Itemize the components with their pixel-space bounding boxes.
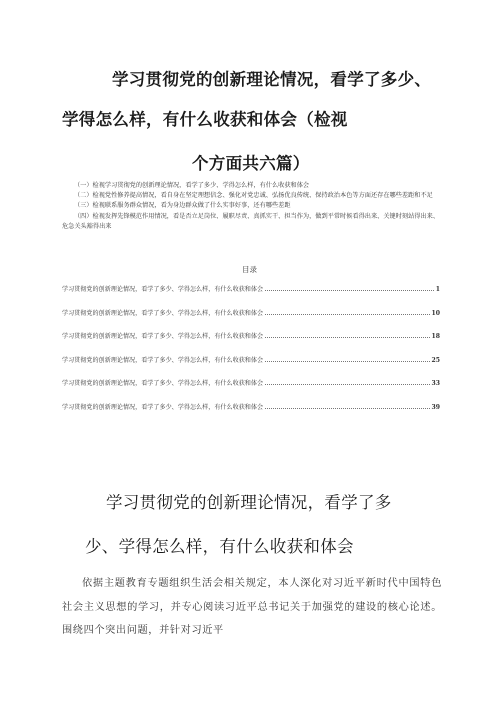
toc-entry-page: 25 xyxy=(431,356,440,364)
toc-entry-page: 33 xyxy=(431,380,440,388)
document-title-line-1: 学习贯彻党的创新理论情况，看学了多少、 xyxy=(112,70,432,89)
toc-heading: 目录 xyxy=(242,265,257,274)
toc-entry-page: 39 xyxy=(431,403,440,411)
document-title-line-2: 学得怎么样，有什么收获和体会（检视 xyxy=(62,110,348,129)
intro-list xyxy=(62,181,442,232)
intro-item-1: （一）检视学习贯彻党的创新理论情况，看学了多少、学得怎么样，有什么收获和体会 xyxy=(74,182,310,189)
toc-leader-dots xyxy=(265,408,429,409)
section-heading-line-2: 少、学得怎么样，有什么收获和体会 xyxy=(85,537,354,556)
toc-leader-dots xyxy=(265,290,434,291)
toc-entry-label: 学习贯彻党的创新理论情况，看学了多少、学得怎么样，有什么收获和体会 xyxy=(62,309,264,317)
toc-entry[interactable] xyxy=(62,402,440,426)
toc-entry[interactable] xyxy=(62,331,440,355)
table-of-contents xyxy=(62,284,440,426)
intro-item-2: （二）检视党性修养提高情况，看自身在坚定理想信念、强化对党忠诚、弘扬优良传统、保持政治本色等方面还存在哪些差距和不足 xyxy=(74,192,433,200)
intro-item-4: （四）检视发挥先锋模范作用情况，看是否立足岗位、履职尽责、真抓实干、担当作为，做到平常时候看得出来、关键时刻站得出来、危急关头豁得出来 xyxy=(62,212,440,230)
toc-leader-dots xyxy=(265,361,429,362)
toc-entry-label: 学习贯彻党的创新理论情况，看学了多少、学得怎么样，有什么收获和体会 xyxy=(62,356,264,364)
toc-entry-label: 学习贯彻党的创新理论情况，看学了多少、学得怎么样，有什么收获和体会 xyxy=(62,286,264,293)
toc-entry-page: 18 xyxy=(431,333,440,341)
toc-entry[interactable] xyxy=(62,378,440,402)
document-title-line-3: 个方面共六篇） xyxy=(192,154,310,173)
toc-entry[interactable] xyxy=(62,308,440,332)
section-heading-line-1: 学习贯彻党的创新理论情况，看学了多 xyxy=(106,493,392,512)
toc-entry[interactable] xyxy=(62,355,440,379)
toc-entry-label: 学习贯彻党的创新理论情况，看学了多少、学得怎么样，有什么收获和体会 xyxy=(62,380,264,388)
intro-item-3: （三）检视联系服务群众情况，看为身边群众做了什么实事好事，还有哪些差距 xyxy=(74,202,291,210)
toc-entry-page: 1 xyxy=(435,286,440,293)
body-paragraph: 依据主题教育专题组织生活会相关规定，本人深化对习近平新时代中国特色社会主义思想的学习，并专心阅读习近平总书记关于加强党的建设的核心论述。围绕四个突出问题，并针对习近平 xyxy=(62,578,442,636)
toc-entry-label: 学习贯彻党的创新理论情况，看学了多少、学得怎么样，有什么收获和体会 xyxy=(62,333,264,341)
toc-entry-label: 学习贯彻党的创新理论情况，看学了多少、学得怎么样，有什么收获和体会 xyxy=(62,403,264,411)
toc-entry[interactable] xyxy=(62,284,440,308)
toc-entry-page: 10 xyxy=(431,309,440,317)
toc-leader-dots xyxy=(265,384,429,385)
toc-leader-dots xyxy=(265,314,429,315)
toc-leader-dots xyxy=(265,337,429,338)
